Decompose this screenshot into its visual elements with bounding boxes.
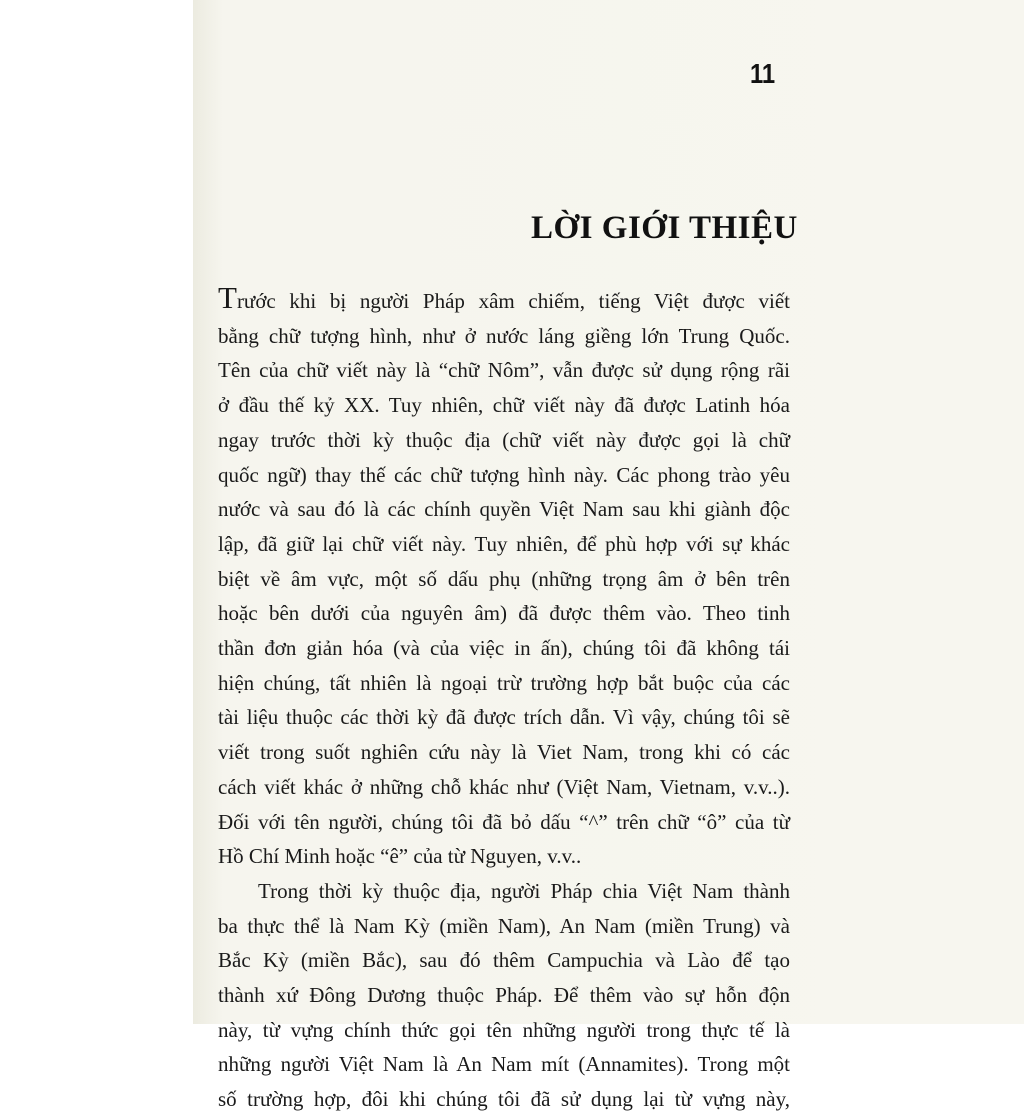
text-line (218, 388, 790, 423)
text-line (218, 458, 790, 493)
text-line (218, 805, 790, 840)
text-line (218, 770, 790, 805)
body-text (218, 280, 790, 1117)
line-text: hoặc bên dưới của nguyên âm) đã được thêm vào. Theo tinh (218, 601, 790, 626)
line-text: viết trong suốt nghiên cứu này là Viet Nam, trong khi có các (218, 740, 790, 765)
text-line (218, 596, 790, 631)
drop-cap: T (218, 280, 237, 315)
line-text: hiện chúng, tất nhiên là ngoại trừ trường hợp bắt buộc của các (218, 670, 790, 695)
line-text: lập, đã giữ lại chữ viết này. Tuy nhiên, để phù hợp với sự khác (218, 531, 790, 556)
text-line (218, 1082, 790, 1117)
text-line (218, 631, 790, 666)
text-line (218, 423, 790, 458)
line-text: rước khi bị người Pháp xâm chiếm, tiếng Việt được viết (236, 289, 790, 313)
text-line (218, 280, 790, 319)
chapter-title: LỜI GIỚI THIỆU (531, 210, 798, 246)
line-text: Bắc Kỳ (miền Bắc), sau đó thêm Campuchia và Lào để tạo (218, 948, 790, 973)
paragraph-1 (218, 280, 790, 874)
text-line (218, 353, 790, 388)
text-line (218, 1047, 790, 1082)
text-line (218, 666, 790, 701)
line-text: Hồ Chí Minh hoặc “ê” của từ Nguyen, v.v.. (218, 844, 582, 869)
text-line (218, 1013, 790, 1048)
line-text: này, từ vựng chính thức gọi tên những người trong thực tế là (218, 1017, 790, 1042)
line-text: Đối với tên người, chúng tôi đã bỏ dấu “^” trên chữ “ô” của từ (218, 809, 790, 834)
line-text: những người Việt Nam là An Nam mít (Annamites). Trong một (218, 1052, 790, 1077)
line-text: cách viết khác ở những chỗ khác như (Việt Nam, Vietnam, v.v..). (218, 774, 790, 799)
book-page (193, 0, 1024, 1112)
line-text: quốc ngữ) thay thế các chữ tượng hình này. Các phong trào yêu (218, 462, 790, 487)
line-text: nước và sau đó là các chính quyền Việt Nam sau khi giành độc (218, 497, 790, 522)
text-line (218, 978, 790, 1013)
line-text: ngay trước thời kỳ thuộc địa (chữ viết này được gọi là chữ (218, 427, 790, 452)
text-line (218, 735, 790, 770)
line-text: tài liệu thuộc các thời kỳ đã được trích dẫn. Vì vậy, chúng tôi sẽ (218, 705, 790, 730)
line-text: Tên của chữ viết này là “chữ Nôm”, vẫn được sử dụng rộng rãi (218, 358, 790, 383)
text-line (218, 319, 790, 354)
text-line (218, 874, 790, 909)
page-number: 11 (750, 58, 776, 89)
text-line (218, 492, 790, 527)
text-line (218, 527, 790, 562)
line-text: số trường hợp, đôi khi chúng tôi đã sử dụng lại từ vựng này, (218, 1087, 790, 1112)
line-text: Trong thời kỳ thuộc địa, người Pháp chia Việt Nam thành (258, 878, 790, 903)
line-text: thần đơn giản hóa (và của việc in ấn), chúng tôi đã không tái (218, 636, 790, 661)
text-line (218, 700, 790, 735)
text-line (218, 943, 790, 978)
running-header (343, 66, 763, 82)
paragraph-2 (218, 874, 790, 1117)
line-text: ba thực thể là Nam Kỳ (miền Nam), An Nam (miền Trung) và (218, 913, 790, 938)
text-line (218, 839, 790, 874)
text-line (218, 562, 790, 597)
text-line (218, 909, 790, 944)
line-text: biệt về âm vực, một số dấu phụ (những trọng âm ở bên trên (218, 566, 790, 591)
line-text: ở đầu thế kỷ XX. Tuy nhiên, chữ viết này đã được Latinh hóa (218, 393, 790, 418)
line-text: bằng chữ tượng hình, như ở nước láng giềng lớn Trung Quốc. (218, 323, 790, 348)
line-text: thành xứ Đông Dương thuộc Pháp. Để thêm vào sự hỗn độn (218, 983, 790, 1008)
